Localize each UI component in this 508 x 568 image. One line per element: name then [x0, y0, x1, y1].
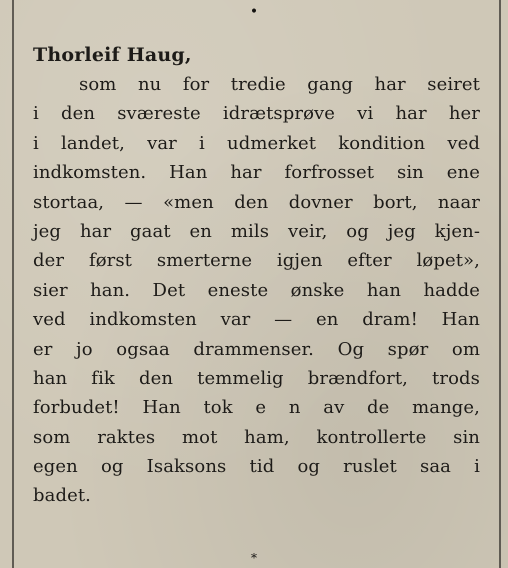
- text-line: han fik den temmelig brændfort, trods: [33, 367, 480, 389]
- text-line: i landet, var i udmerket kondition ved: [33, 132, 480, 154]
- bottom-separator-mark: *: [251, 551, 257, 565]
- text-line: forbudet! Han tok e n av de mange,: [33, 397, 480, 419]
- text-line: stortaa, — «men den dovner bort, naar: [33, 191, 480, 213]
- article-body: [33, 40, 480, 511]
- text-line: indkomsten. Han har forfrosset sin ene: [33, 162, 480, 184]
- text-line: som nu for tredie gang har seiret: [79, 74, 480, 95]
- text-line: sier han. Det eneste ønske han hadde: [33, 279, 480, 301]
- text-line: egen og Isaksons tid og ruslet saa i: [33, 456, 480, 478]
- text-line: jeg har gaat en mils veir, og jeg kjen-: [33, 220, 480, 242]
- text-line: er jo ogsaa drammenser. Og spør om: [33, 338, 480, 360]
- article-headline: Thorleif Haug,: [33, 44, 192, 66]
- right-column-rule: [499, 0, 501, 568]
- left-column-rule: [12, 0, 14, 568]
- top-separator-mark: •: [249, 4, 259, 20]
- text-line: badet.: [33, 485, 91, 507]
- text-line: ved indkomsten var — en dram! Han: [33, 309, 480, 331]
- text-line: i den sværeste idrætsprøve vi har her: [33, 103, 480, 125]
- text-line: der først smerterne igjen efter løpet»,: [33, 250, 480, 272]
- text-line: som raktes mot ham, kontrollerte sin: [33, 426, 480, 448]
- article-text: [33, 70, 480, 511]
